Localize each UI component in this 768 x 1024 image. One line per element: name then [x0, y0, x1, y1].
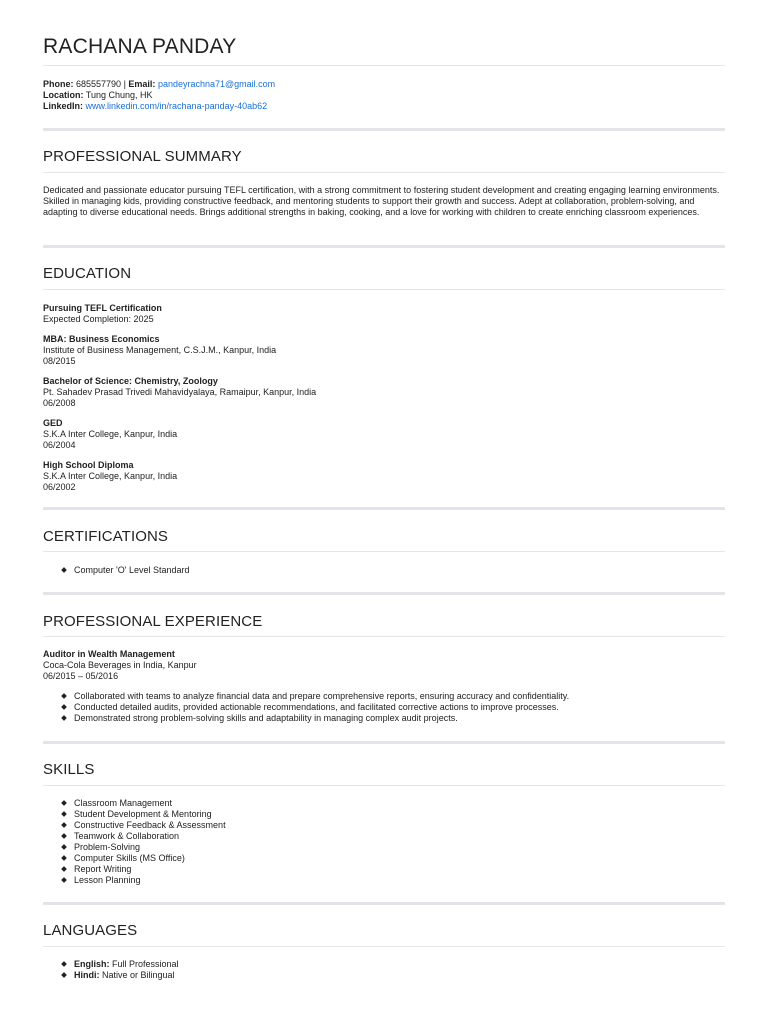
- skill-item: Computer Skills (MS Office): [74, 853, 725, 864]
- candidate-name: RACHANA PANDAY: [43, 35, 237, 58]
- skills-heading: SKILLS: [43, 761, 95, 778]
- email-link[interactable]: pandeyrachna71@gmail.com: [157, 79, 276, 89]
- language-level: Native or Bilingual: [102, 970, 175, 980]
- experience-bullets: [43, 691, 725, 724]
- summary-block: [43, 185, 725, 218]
- education-institution: Pt. Sahadev Prasad Trivedi Mahavidyalaya, Ramaipur, Kanpur, India: [43, 387, 317, 397]
- education-entry: [43, 460, 725, 493]
- section-divider: [43, 741, 725, 744]
- skill-item: Teamwork & Collaboration: [74, 831, 725, 842]
- contact-block: [43, 66, 725, 112]
- certifications-list: [43, 565, 725, 576]
- section-divider: [43, 592, 725, 595]
- contact-separator: |: [121, 79, 129, 89]
- location-label: Location:: [43, 90, 84, 100]
- languages-list: [43, 959, 725, 981]
- skills-heading-divider: [43, 785, 725, 786]
- language-name: Hindi:: [74, 970, 100, 980]
- experience-heading-divider: [43, 636, 725, 637]
- certifications-heading-divider: [43, 551, 725, 552]
- skill-item: Lesson Planning: [74, 875, 725, 886]
- education-entry: [43, 376, 725, 409]
- location-value: Tung Chung, HK: [85, 90, 153, 100]
- linkedin-link[interactable]: www.linkedin.com/in/rachana-panday-40ab62: [85, 101, 268, 111]
- contact-phone-email-row: [43, 79, 725, 90]
- education-detail: Expected Completion: 2025: [43, 314, 154, 324]
- summary-heading: PROFESSIONAL SUMMARY: [43, 148, 242, 165]
- experience-bullet: Conducted detailed audits, provided actionable recommendations, and facilitated corrective actions to improve processes.: [74, 702, 725, 713]
- job-company: Coca-Cola Beverages in India, Kanpur: [43, 660, 197, 670]
- education-institution: S.K.A Inter College, Kanpur, India: [43, 429, 178, 439]
- experience-heading: PROFESSIONAL EXPERIENCE: [43, 613, 263, 630]
- contact-location-row: [43, 90, 725, 101]
- education-date: 08/2015: [43, 356, 76, 366]
- language-item: [74, 970, 725, 981]
- skills-list: [43, 798, 725, 886]
- job-dates: 06/2015 – 05/2016: [43, 671, 119, 681]
- skill-item: Problem-Solving: [74, 842, 725, 853]
- education-title: MBA: Business Economics: [43, 334, 160, 344]
- education-list: [43, 303, 725, 493]
- phone-label: Phone:: [43, 79, 74, 89]
- languages-heading-divider: [43, 946, 725, 947]
- phone-value: 685557790: [76, 79, 122, 89]
- languages-heading: LANGUAGES: [43, 922, 138, 939]
- education-institution: Institute of Business Management, C.S.J.M., Kanpur, India: [43, 345, 277, 355]
- education-date: 06/2002: [43, 482, 76, 492]
- experience-bullet: Collaborated with teams to analyze financial data and prepare comprehensive reports, ensuring accuracy and confidentiality.: [74, 691, 725, 702]
- education-entry: [43, 418, 725, 451]
- skill-item: Classroom Management: [74, 798, 725, 809]
- email-label: Email:: [128, 79, 156, 89]
- section-divider: [43, 128, 725, 131]
- certifications-heading: CERTIFICATIONS: [43, 528, 169, 545]
- education-heading: EDUCATION: [43, 265, 132, 282]
- job-title: Auditor in Wealth Management: [43, 649, 175, 659]
- education-heading-divider: [43, 289, 725, 290]
- skill-item: Report Writing: [74, 864, 725, 875]
- section-divider: [43, 245, 725, 248]
- section-divider: [43, 507, 725, 510]
- skill-item: Student Development & Mentoring: [74, 809, 725, 820]
- contact-linkedin-row: [43, 101, 725, 112]
- summary-text: Dedicated and passionate educator pursuing TEFL certification, with a strong commitment to fostering student development and creating engaging learning environments. Skilled in managing kids, providing constructive feedback, and mentoring students to support their growth and success. Adept at collaboration, problem-solving, and adapting to diverse educational needs. Brings additional strengths in baking, cooking, and a love for working with children to create enriching classroom experiences.: [43, 185, 720, 217]
- education-title: Bachelor of Science: Chemistry, Zoology: [43, 376, 218, 386]
- summary-heading-divider: [43, 172, 725, 173]
- education-entry: [43, 303, 725, 325]
- language-name: English:: [74, 959, 110, 969]
- linkedin-label: LinkedIn:: [43, 101, 83, 111]
- section-divider: [43, 902, 725, 905]
- education-entry: [43, 334, 725, 367]
- language-level: Full Professional: [112, 959, 179, 969]
- education-date: 06/2008: [43, 398, 76, 408]
- experience-bullet: Demonstrated strong problem-solving skills and adaptability in managing complex audit projects.: [74, 713, 725, 724]
- education-institution: S.K.A Inter College, Kanpur, India: [43, 471, 178, 481]
- language-item: [74, 959, 725, 970]
- skill-item: Constructive Feedback & Assessment: [74, 820, 725, 831]
- education-title: GED: [43, 418, 63, 428]
- education-title: Pursuing TEFL Certification: [43, 303, 162, 313]
- education-date: 06/2004: [43, 440, 76, 450]
- certification-item: Computer 'O' Level Standard: [74, 565, 725, 576]
- education-title: High School Diploma: [43, 460, 134, 470]
- experience-entry: [43, 649, 725, 682]
